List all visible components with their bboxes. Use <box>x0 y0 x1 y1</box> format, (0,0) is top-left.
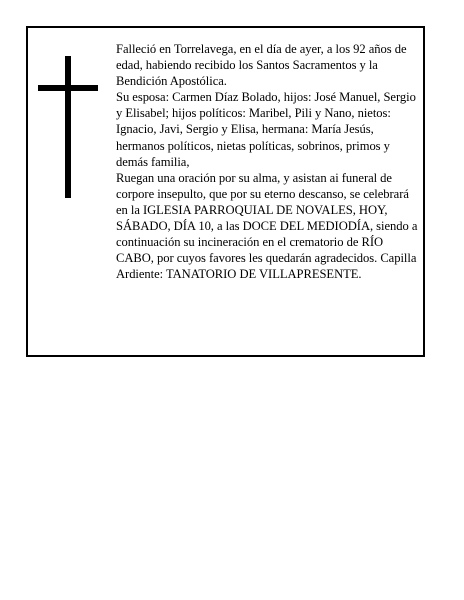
latin-cross-icon <box>38 56 98 198</box>
obituary-notice <box>26 26 425 357</box>
cross-vertical-bar <box>65 56 71 198</box>
obituary-text <box>116 41 422 282</box>
funeral-details-paragraph: Ruegan una oración por su alma, y asistan ai funeral de corpore insepulto, que por su eterno descanso, se celebrará en la IGLESIA PARROQUIAL DE NOVALES, HOY, SÁBADO, DÍA 10, a las DOCE DEL MEDIODÍA, siendo a continuación su incineración en el crematorio de RÍO CABO, por cuyos favores les quedarán agradecidos. Capilla Ardiente: TANATORIO DE VILLAPRESENTE. <box>116 170 418 282</box>
death-announcement-paragraph: Falleció en Torrelavega, en el día de ayer, a los 92 años de edad, habiendo recibido los Santos Sacramentos y la Bendición Apostólica. <box>116 42 407 89</box>
family-paragraph: Su esposa: Carmen Díaz Bolado, hijos: José Manuel, Sergio y Elisabel; hijos políticos: Maribel, Pili y Nano, nietos: Ignacio, Javi, Sergio y Elisa, hermana: María Jesús, hermanos políticos, nietas políticas, sobrinos, primos y demás familia, <box>116 90 416 169</box>
cross-horizontal-bar <box>38 85 98 91</box>
